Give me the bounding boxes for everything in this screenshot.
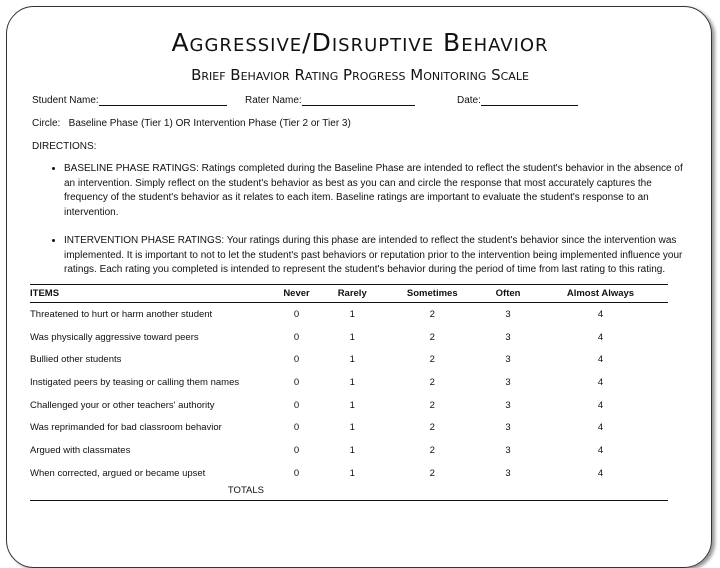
student-name-field[interactable] [32,95,227,106]
rating-option[interactable]: 0 [293,399,300,411]
column-header: Rarely [337,288,367,299]
rating-option[interactable]: 0 [293,376,300,388]
intervention-direction: • INTERVENTION PHASE RATINGS: Your ratings during this phase are intended to reflect the student's behavior since the intervention was implemented. It is important to not to let the student's past behaviors or reputation prior to the intervention being implemented influence your ratings. Each rating you completed is intended to represent the student's behavior during the period of time from last rating to this rating. [64,234,684,278]
rating-option[interactable]: 1 [349,399,355,411]
item-label: Threatened to hurt or harm another student [30,308,213,320]
rating-option[interactable]: 4 [597,467,604,479]
column-header: Never [283,288,310,299]
phase-circle-text: Circle: Baseline Phase (Tier 1) OR Intervention Phase (Tier 2 or Tier 3) [32,118,351,129]
rating-option[interactable]: 4 [597,331,604,343]
rating-option[interactable]: 2 [429,354,435,366]
rating-table [30,284,668,501]
rating-option[interactable]: 0 [293,444,300,456]
table-row [30,303,668,326]
rating-option[interactable]: 3 [505,354,511,366]
total-cell[interactable] [533,485,668,501]
rating-option[interactable]: 2 [429,444,435,456]
rating-option[interactable]: 1 [349,354,355,366]
column-header: Sometimes [406,288,458,299]
rating-option[interactable]: 2 [429,308,435,320]
rater-name-field[interactable] [245,95,415,106]
total-cell[interactable] [381,485,483,501]
rating-option[interactable]: 1 [349,376,355,388]
rating-option[interactable]: 1 [349,331,355,343]
table-row [30,462,668,485]
item-label: Was reprimanded for bad classroom behavior [30,422,222,434]
table-row [30,439,668,462]
rating-option[interactable]: 4 [597,308,604,320]
total-cell[interactable] [323,485,381,501]
document-subtitle: Brief Behavior Rating Progress Monitoring Scale [191,66,529,84]
rating-option[interactable]: 4 [597,354,604,366]
column-header: ITEMS [30,288,60,299]
rating-option[interactable]: 2 [429,399,435,411]
rating-option[interactable]: 4 [597,399,604,411]
date-field[interactable] [457,95,578,106]
rating-option[interactable]: 2 [429,376,435,388]
item-label: Argued with classmates [30,444,131,456]
baseline-direction: • BASELINE PHASE RATINGS: Ratings completed during the Baseline Phase are intended to reflect the student's behavior in the absence of an intervention. Simply reflect on the student's behavior as best as you can and circle the response that most accurately captures the frequency of the student's behavior as it relates to each item. Baseline ratings are important to evaluate the student's response to an intervention. [64,162,684,220]
column-header: Often [495,288,521,299]
rating-option[interactable]: 3 [505,331,511,343]
total-cell[interactable] [483,485,533,501]
item-label: Challenged your or other teachers' authority [30,399,215,411]
rating-option[interactable]: 1 [349,444,355,456]
rating-option[interactable]: 4 [597,422,604,434]
rating-option[interactable]: 0 [293,354,300,366]
item-label: Instigated peers by teasing or calling them names [30,376,240,388]
table-row [30,416,668,439]
rating-option[interactable]: 3 [505,399,511,411]
document-title: Aggressive/Disruptive Behavior [171,28,549,57]
rating-option[interactable]: 3 [505,376,511,388]
rating-option[interactable]: 4 [597,444,604,456]
rating-option[interactable]: 3 [505,467,511,479]
table-row [30,326,668,349]
rater-name-label: Rater Name: [245,95,302,106]
rating-option[interactable]: 4 [597,376,604,388]
table-row [30,348,668,371]
table-row [30,394,668,417]
totals-row [30,485,668,501]
rating-option[interactable]: 0 [293,467,300,479]
rating-option[interactable]: 1 [349,467,355,479]
totals-label: TOTALS [227,484,264,496]
rating-option[interactable]: 2 [429,467,435,479]
rating-option[interactable]: 3 [505,308,511,320]
item-label: Was physically aggressive toward peers [30,331,199,343]
item-label: Bullied other students [30,354,122,366]
rating-option[interactable]: 1 [349,308,355,320]
rating-option[interactable]: 0 [293,308,300,320]
table-row [30,371,668,394]
directions-list [50,162,684,292]
column-header: Almost Always [566,288,635,299]
total-cell[interactable] [270,485,323,501]
rating-option[interactable]: 1 [349,422,355,434]
item-label: When corrected, argued or became upset [30,467,206,479]
rating-option[interactable]: 0 [293,422,300,434]
student-name-label: Student Name: [32,95,99,106]
date-label: Date: [457,95,481,106]
directions-label: DIRECTIONS: [32,141,97,152]
rating-option[interactable]: 2 [429,331,435,343]
rating-option[interactable]: 0 [293,331,300,343]
rating-option[interactable]: 2 [429,422,435,434]
rating-option[interactable]: 3 [505,444,511,456]
rating-option[interactable]: 3 [505,422,511,434]
